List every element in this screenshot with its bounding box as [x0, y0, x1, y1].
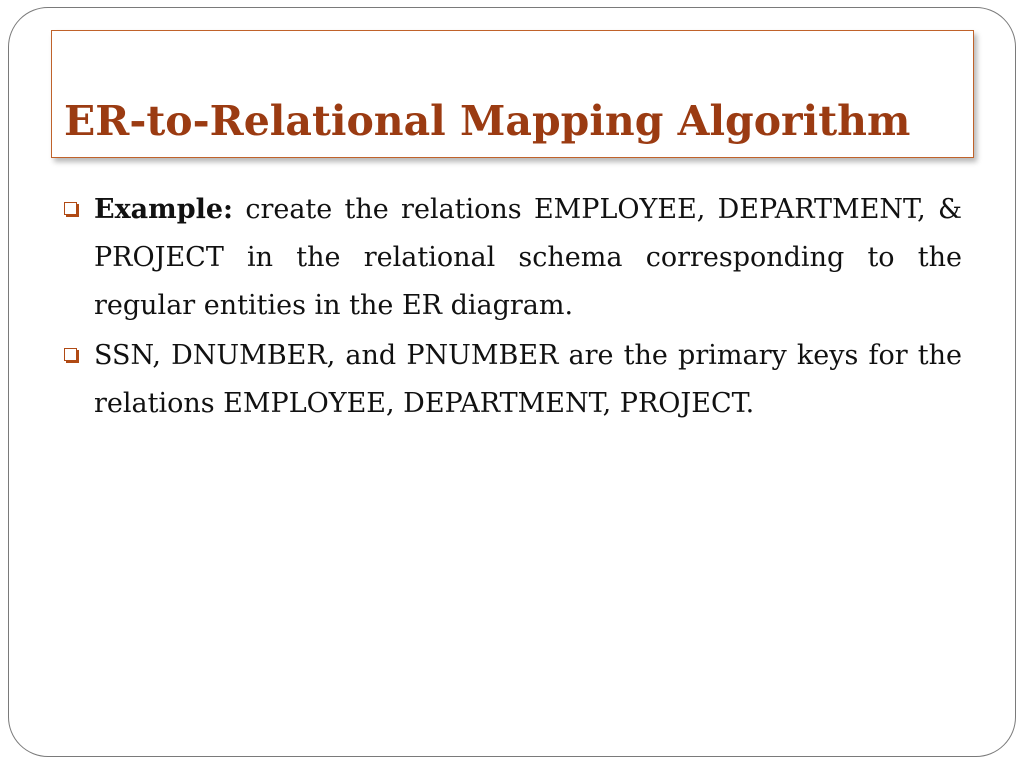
square-bullet-icon	[64, 202, 77, 215]
square-bullet-icon	[64, 348, 77, 361]
bullet-text: create the relations EMPLOYEE, DEPARTMENT, & PROJECT in the relational schema corresponding to the regular entities in the ER diagram.	[94, 194, 962, 321]
slide-title: ER-to-Relational Mapping Algorithm	[64, 97, 911, 145]
title-box	[51, 30, 974, 158]
bullet-text: SSN, DNUMBER, and PNUMBER are the primary keys for the relations EMPLOYEE, DEPARTMENT, PROJECT.	[94, 340, 962, 419]
bullet-item-example	[62, 186, 962, 330]
bullet-item-primary-keys	[62, 332, 962, 428]
bullet-lead: Example:	[94, 194, 234, 225]
content-area	[62, 186, 962, 430]
